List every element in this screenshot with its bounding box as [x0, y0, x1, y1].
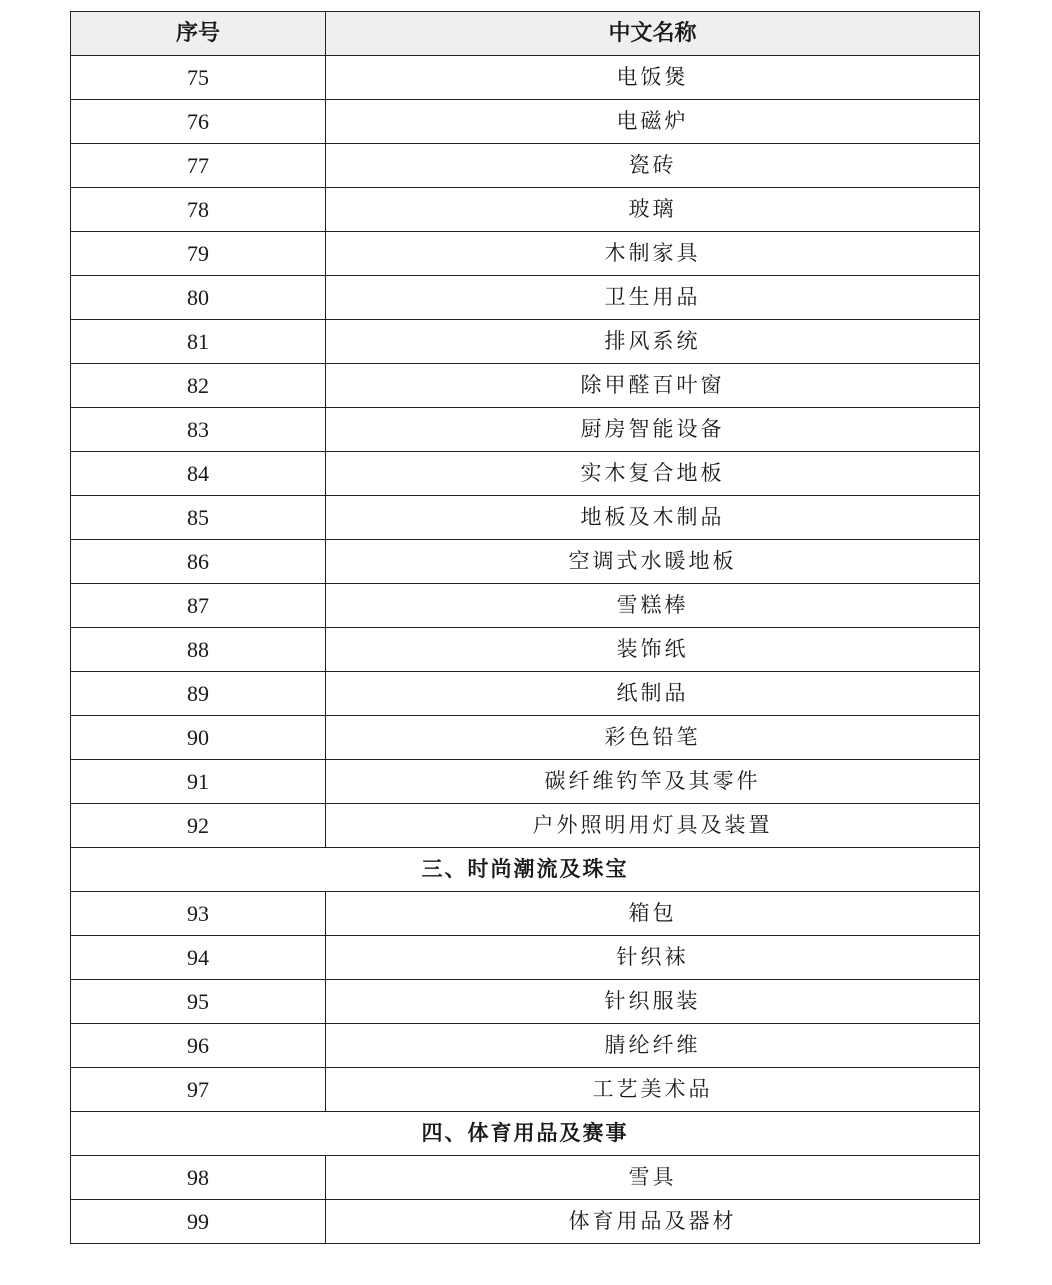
row-name: 户外照明用灯具及装置: [326, 804, 980, 848]
table-row: [71, 1200, 980, 1244]
row-number: 97: [71, 1068, 326, 1112]
row-name: 卫生用品: [326, 276, 980, 320]
row-number: 99: [71, 1200, 326, 1244]
row-number: 89: [71, 672, 326, 716]
row-number: 81: [71, 320, 326, 364]
row-name: 电饭煲: [326, 56, 980, 100]
row-name: 碳纤维钓竿及其零件: [326, 760, 980, 804]
table-row: [71, 584, 980, 628]
row-name: 腈纶纤维: [326, 1024, 980, 1068]
table-row: [71, 1068, 980, 1112]
table-row: [71, 1024, 980, 1068]
table-row: [71, 320, 980, 364]
table-row: [71, 628, 980, 672]
row-name: 除甲醛百叶窗: [326, 364, 980, 408]
table-row: [71, 716, 980, 760]
table-row: [71, 100, 980, 144]
row-name: 雪具: [326, 1156, 980, 1200]
row-number: 77: [71, 144, 326, 188]
table-row: [71, 188, 980, 232]
table-row: [71, 276, 980, 320]
table-row: [71, 364, 980, 408]
section-title: 四、体育用品及赛事: [71, 1112, 980, 1156]
table-row: [71, 936, 980, 980]
row-number: 86: [71, 540, 326, 584]
row-name: 针织服装: [326, 980, 980, 1024]
table-row: [71, 496, 980, 540]
table-row: [71, 144, 980, 188]
row-name: 电磁炉: [326, 100, 980, 144]
row-name: 工艺美术品: [326, 1068, 980, 1112]
row-name: 空调式水暖地板: [326, 540, 980, 584]
table-row: [71, 760, 980, 804]
row-number: 93: [71, 892, 326, 936]
row-name: 体育用品及器材: [326, 1200, 980, 1244]
row-number: 76: [71, 100, 326, 144]
row-name: 彩色铅笔: [326, 716, 980, 760]
table-row: [71, 804, 980, 848]
row-name: 纸制品: [326, 672, 980, 716]
table-row: [71, 408, 980, 452]
table-row: [71, 232, 980, 276]
table-row: [71, 56, 980, 100]
header-number: 序号: [71, 12, 326, 56]
row-number: 75: [71, 56, 326, 100]
table-row: [71, 540, 980, 584]
row-number: 84: [71, 452, 326, 496]
row-name: 地板及木制品: [326, 496, 980, 540]
table-row: [71, 452, 980, 496]
row-number: 85: [71, 496, 326, 540]
product-list-table: [70, 11, 980, 1244]
table-header: [71, 12, 980, 56]
section-title: 三、时尚潮流及珠宝: [71, 848, 980, 892]
row-number: 83: [71, 408, 326, 452]
row-number: 96: [71, 1024, 326, 1068]
row-name: 雪糕棒: [326, 584, 980, 628]
row-name: 木制家具: [326, 232, 980, 276]
header-row: [71, 12, 980, 56]
section-row: [71, 848, 980, 892]
row-number: 90: [71, 716, 326, 760]
table-body: [71, 56, 980, 1244]
table-row: [71, 892, 980, 936]
row-name: 厨房智能设备: [326, 408, 980, 452]
row-name: 装饰纸: [326, 628, 980, 672]
row-number: 88: [71, 628, 326, 672]
row-number: 95: [71, 980, 326, 1024]
row-name: 实木复合地板: [326, 452, 980, 496]
row-number: 91: [71, 760, 326, 804]
row-number: 87: [71, 584, 326, 628]
row-name: 排风系统: [326, 320, 980, 364]
row-number: 80: [71, 276, 326, 320]
section-row: [71, 1112, 980, 1156]
table-row: [71, 1156, 980, 1200]
row-name: 玻璃: [326, 188, 980, 232]
row-number: 94: [71, 936, 326, 980]
row-number: 78: [71, 188, 326, 232]
row-number: 82: [71, 364, 326, 408]
table-row: [71, 980, 980, 1024]
row-number: 98: [71, 1156, 326, 1200]
row-number: 79: [71, 232, 326, 276]
row-number: 92: [71, 804, 326, 848]
row-name: 箱包: [326, 892, 980, 936]
table-row: [71, 672, 980, 716]
header-name: 中文名称: [326, 12, 980, 56]
row-name: 针织袜: [326, 936, 980, 980]
row-name: 瓷砖: [326, 144, 980, 188]
